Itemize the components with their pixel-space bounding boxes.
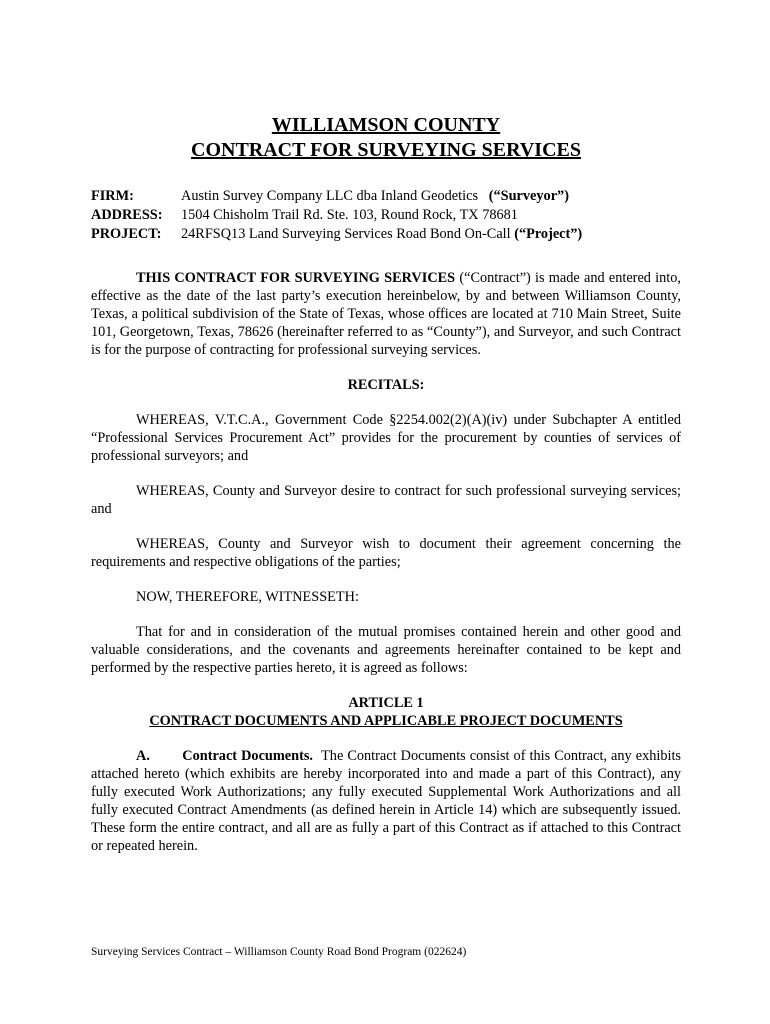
firm-value: Austin Survey Company LLC dba Inland Geodetics (“Surveyor”) [181, 188, 569, 204]
recitals-heading: RECITALS: [347, 377, 425, 393]
article-1-heading: ARTICLE 1 [348, 695, 424, 711]
firm-row [91, 187, 681, 206]
intro-paragraph [91, 269, 681, 359]
firm-tag: (“Surveyor”) [488, 188, 569, 204]
section-a-paragraph [91, 747, 681, 855]
address-label: ADDRESS: [91, 207, 163, 223]
recital-paragraph-3: WHEREAS, County and Surveyor wish to document their agreement concerning the requirements and respective obligations of the parties; [91, 536, 681, 570]
project-tag: (“Project”) [514, 226, 583, 242]
project-value: 24RFSQ13 Land Surveying Services Road Bond On-Call (“Project”) [181, 226, 583, 242]
address-value: 1504 Chisholm Trail Rd. Ste. 103, Round Rock, TX 78681 [181, 207, 518, 223]
page-footer: Surveying Services Contract – Williamson County Road Bond Program (022624) [91, 946, 467, 958]
intro-lead: THIS CONTRACT FOR SURVEYING SERVICES [136, 270, 456, 286]
firm-label: FIRM: [91, 188, 134, 204]
section-a-text: The Contract Documents consist of this Contract, any exhibits attached hereto (which exhibits are hereby incorporated into and made a part of this Contract), any fully executed Work Authorizations; any fully executed Supplemental Work Authorizations and all fully executed Contract Amendments (as defined herein in Article 14) which are subsequently issued. These form the entire contract, and all are as fully a part of this Contract as if attached to this Contract or repeated herein. [91, 748, 682, 854]
article-1-subheading: CONTRACT DOCUMENTS AND APPLICABLE PROJECT DOCUMENTS [149, 713, 623, 729]
document-title-line1: WILLIAMSON COUNTY [271, 114, 501, 136]
section-a-letter: A. [136, 748, 150, 764]
recital-paragraph-5: That for and in consideration of the mutual promises contained herein and other good and valuable considerations, and the covenants and agreements hereinafter contained to be kept and performed by the respective parties hereto, it is agreed as follows: [91, 624, 681, 676]
contract-info-block [91, 187, 681, 244]
intro-text: (“Contract”) is made and entered into, effective as the date of the last party’s execution hereinbelow, by and between Williamson County, Texas, a political subdivision of the State of Texas, whose offices are located at 710 Main Street, Suite 101, Georgetown, Texas, 78626 (hereinafter referred to as “County”), and Surveyor, and such Contract is for the purpose of contracting for professional surveying services. [91, 270, 681, 358]
recital-paragraph-1: WHEREAS, V.T.C.A., Government Code §2254.002(2)(A)(iv) under Subchapter A entitled “Professional Services Procurement Act” provides for the procurement by counties of services of professional surveyors; and [91, 412, 681, 464]
address-row [91, 206, 681, 225]
recital-paragraph-2: WHEREAS, County and Surveyor desire to contract for such professional surveying services; and [91, 483, 681, 517]
document-body [91, 113, 681, 855]
document-title-line2: CONTRACT FOR SURVEYING SERVICES [191, 139, 581, 161]
section-a-title: Contract Documents. [182, 748, 313, 764]
project-row [91, 225, 681, 244]
recital-paragraph-4: NOW, THEREFORE, WITNESSETH: [136, 589, 359, 605]
project-label: PROJECT: [91, 226, 162, 242]
